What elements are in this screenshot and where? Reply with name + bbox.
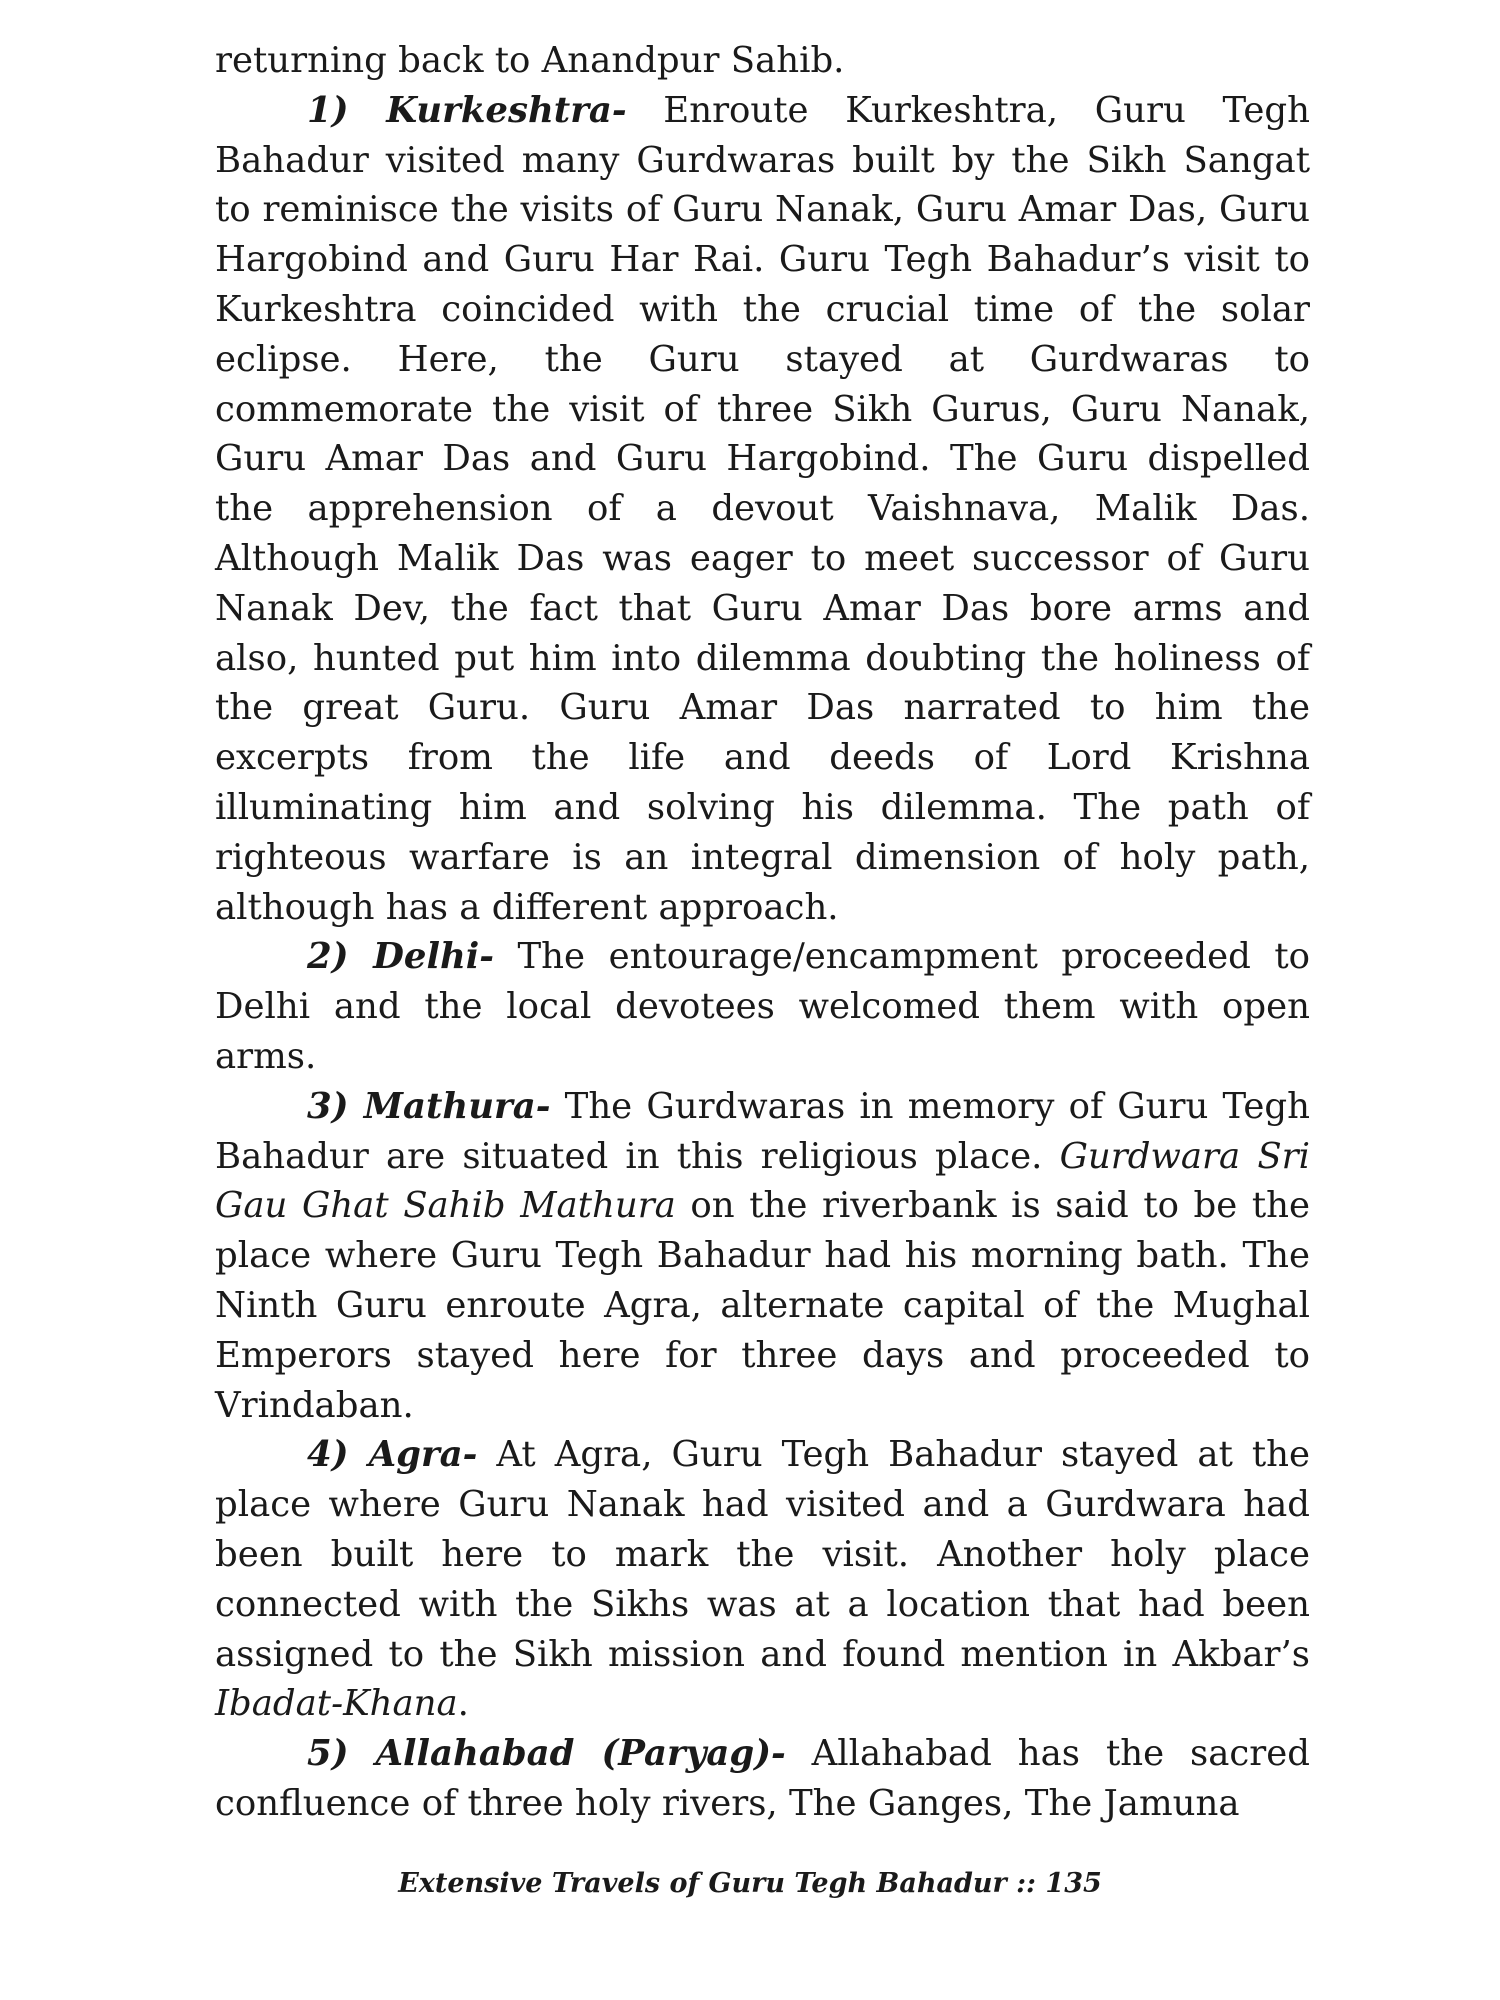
paragraph-continuation [215, 36, 1310, 86]
section-heading: 4) Agra- [307, 1434, 478, 1476]
page-footer: Extensive Travels of Guru Tegh Bahadur :: 135 [398, 1868, 1102, 1899]
paragraph-text: The entourage/encampment proceeded to Delhi and the local devotees welcomed them with open arms. [215, 936, 1310, 1077]
section-heading: 5) Allahabad (Paryag)- [307, 1733, 786, 1775]
body-text [215, 36, 1310, 1829]
section-delhi [215, 932, 1310, 1081]
section-allahabad [215, 1729, 1310, 1829]
gurdwara-name: Gurdwara Sri Gau Ghat Sahib Mathura [215, 1135, 1310, 1227]
section-agra [215, 1430, 1310, 1729]
paragraph-text: The Gurdwaras in memory of Guru Tegh Bahadur are situated in this religious place. [215, 1085, 1310, 1177]
paragraph-text: Allahabad has the sacred confluence of three holy rivers, The Ganges, The Jamuna [215, 1733, 1310, 1824]
section-heading: 2) Delhi- [307, 936, 494, 978]
paragraph-text: . [457, 1683, 469, 1725]
ibadat-khana-term: Ibadat-Khana [215, 1683, 458, 1725]
paragraph-text: At Agra, Guru Tegh Bahadur stayed at the place where Guru Nanak had visited and a Gurdwara had been built here to mark the visit. Another holy place connected with the Sikhs was at a location that had been assigned to the Sikh mission and found mention in Akbar’s [215, 1434, 1310, 1675]
section-kurkeshtra [215, 86, 1310, 933]
section-heading: 1) Kurkeshtra- [307, 89, 627, 131]
paragraph-text: returning back to Anandpur Sahib. [215, 40, 845, 81]
paragraph-text: Enroute Kurkeshtra, Guru Tegh Bahadur visited many Gurdwaras built by the Sikh Sangat to reminisce the visits of Guru Nanak, Guru Amar Das, Guru Hargobind and Guru Har Rai. Guru Tegh Bahadur’s visit to Kurkeshtra coincided with the crucial time of the solar eclipse. Here, the Guru stayed at Gurdwaras to commemorate the visit of three Sikh Gurus, Guru Nanak, Guru Amar Das and Guru Hargobind. The Guru dispelled the apprehension of a devout Vaishnava, Malik Das. Although Malik Das was eager to meet successor of Guru Nanak Dev, the fact that Guru Amar Das bore arms and also, hunted put him into dilemma doubting the holiness of the great Guru. Guru Amar Das narrated to him the excerpts from the life and deeds of Lord Krishna illuminating him and solving his dilemma. The path of righteous warfare is an integral dimension of holy path, although has a different approach. [215, 89, 1310, 928]
section-mathura [215, 1082, 1310, 1431]
section-heading: 3) Mathura- [307, 1085, 551, 1127]
paragraph-text: on the riverbank is said to be the place where Guru Tegh Bahadur had his morning bath. The Ninth Guru enroute Agra, alternate capital of the Mughal Emperors stayed here for three days and proceeded to Vrindaban. [215, 1185, 1310, 1426]
